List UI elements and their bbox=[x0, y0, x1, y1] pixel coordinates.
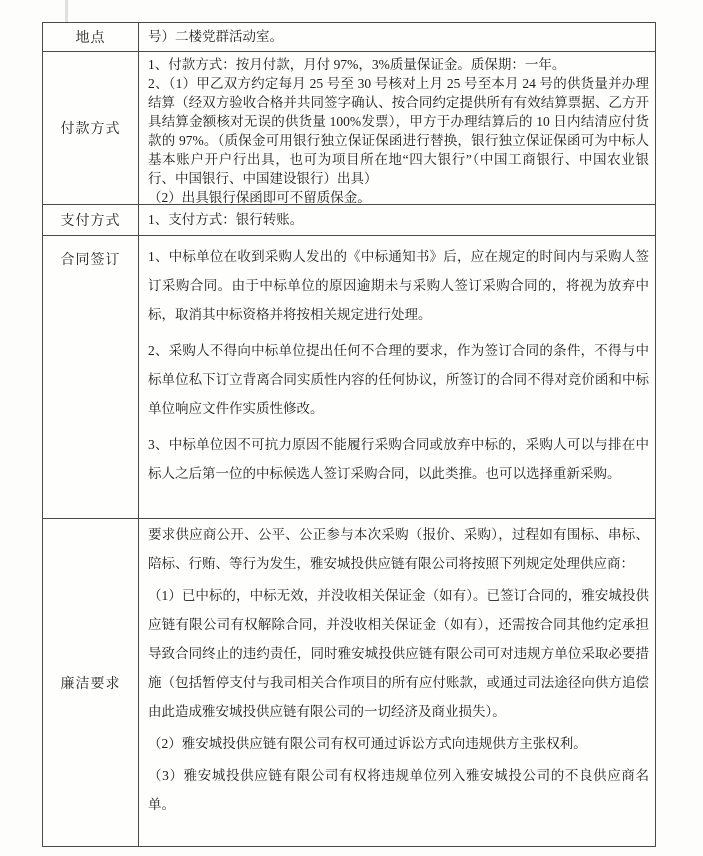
row-label-contract-signing: 合同签订 bbox=[43, 236, 139, 518]
paragraph: 1、付款方式：按月付款，月付 97%，3%质量保证金。质保期：一年。 bbox=[148, 56, 566, 72]
paragraph: 1、中标单位在收到采购人发出的《中标通知书》后，应在规定的时间内与采购人签订采购合同。由于中标单位的原因逾期未与采购人签订采购合同的，将视为放弃中标，取消其中标资格并将按相关规定进行处理。 bbox=[148, 249, 649, 322]
table-row-payment-terms bbox=[43, 51, 655, 204]
paragraph: （1）已中标的，中标无效，并没收相关保证金（如有）。已签订合同的，雅安城投供应链有限公司有权解除合同，并没收相关保证金（如有），还需按合同其他约定承担导致合同终止的违约责任，同时雅安城投供应链有限公司可对违规方单位采取必要措施（包括暂停支付与我司相关合作项目的所有应付账款，或通过司法途径向供方追偿由此造成雅安城投供应链有限公司的一切经济及商业损失）。 bbox=[148, 588, 649, 719]
table-row-contract-signing bbox=[43, 235, 655, 518]
paragraph: 号）二楼党群活动室。 bbox=[148, 29, 283, 44]
paragraph: 2、（1）甲乙双方约定每月 25 号至 30 号核对上月 25 号至本月 24 号的供货量并办理结算（经双方验收合格并共同签字确认、按合同约定提供所有有效结算票据、乙方开具结算金额核对无误的供货量 100%发票），甲方于办理结算后的 10 日内结清应付货款的 97%。（质保金可用银行独立保证保函进行替换，银行独立保证保函可为中标人基本账户开户行出具，也可为项目所在地“四大银行”（中国工商银行、中国农业银行、中国银行、中国建设银行）出具） bbox=[148, 75, 649, 186]
row-label-payment-method: 支付方式 bbox=[43, 205, 139, 235]
paragraph: 1、支付方式：银行转账。 bbox=[148, 212, 304, 227]
row-content-payment-terms bbox=[139, 52, 655, 204]
paragraph: 3、中标单位因不可抗力原因不能履行采购合同或放弃中标的，采购人可以与排在中标人之后第一位的中标候选人签订采购合同，以此类推。也可以选择重新采购。 bbox=[148, 437, 649, 481]
table-row-integrity-requirements bbox=[43, 518, 655, 846]
table-row-payment-method bbox=[43, 204, 655, 235]
paragraph: （2）雅安城投供应链有限公司有权可通过诉讼方式向违规供方主张权利。 bbox=[148, 736, 587, 751]
row-content-integrity-requirements bbox=[139, 519, 655, 846]
paragraph: （2）出具银行保函即可不留质保金。 bbox=[148, 189, 371, 204]
paragraph: （3）雅安城投供应链有限公司有权将违规单位列入雅安城投公司的不良供应商名单。 bbox=[148, 768, 649, 812]
paragraph: 要求供应商公开、公平、公正参与本次采购（报价、采购），过程如有围标、串标、陪标、行贿、等行为发生，雅安城投供应链有限公司将按照下列规定处理供应商： bbox=[148, 527, 649, 571]
row-content-contract-signing bbox=[139, 236, 655, 518]
procurement-terms-table bbox=[42, 22, 656, 847]
row-label-integrity-requirements: 廉洁要求 bbox=[43, 519, 139, 846]
table-row-location bbox=[43, 23, 655, 51]
row-content-location bbox=[139, 23, 655, 51]
row-label-location: 地点 bbox=[43, 23, 139, 51]
scan-artifact-streak bbox=[65, 0, 68, 23]
row-label-payment-terms: 付款方式 bbox=[43, 52, 139, 204]
row-content-payment-method bbox=[139, 205, 655, 235]
paragraph: 2、采购人不得向中标单位提出任何不合理的要求，作为签订合同的条件，不得与中标单位私下订立背离合同实质性内容的任何协议，所签订的合同不得对竞价函和中标单位响应文件作实质性修改。 bbox=[148, 343, 649, 416]
